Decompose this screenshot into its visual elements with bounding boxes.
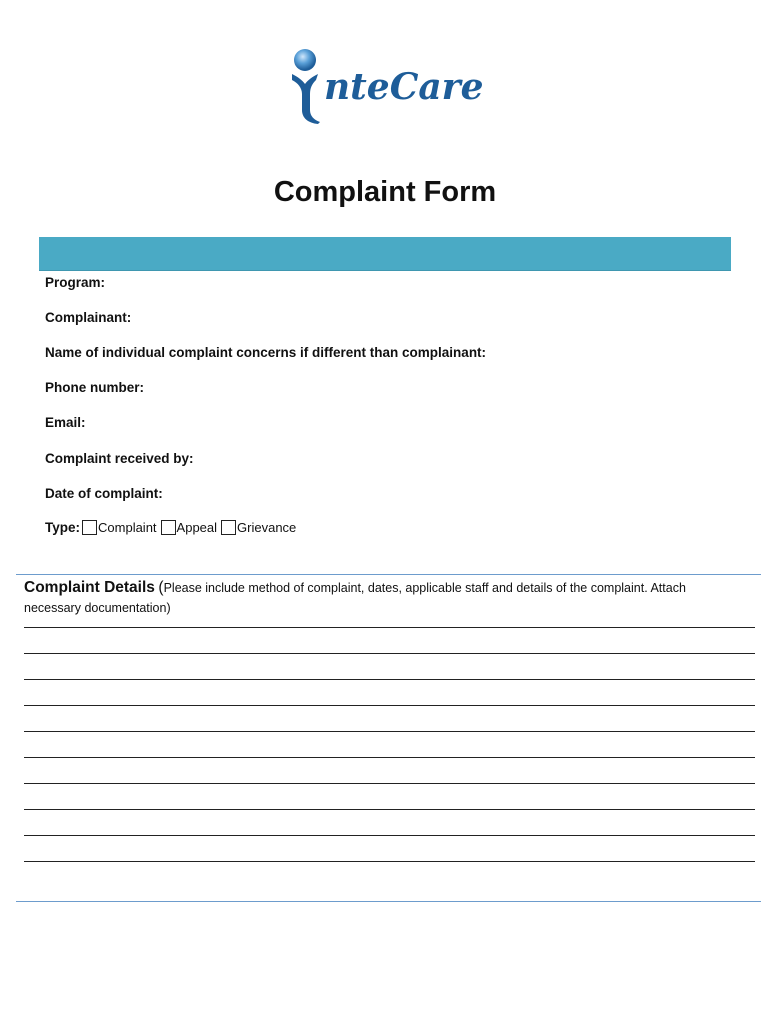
details-writing-line[interactable] [24,783,755,784]
details-title: Complaint Details [24,579,155,596]
details-instructions: Please include method of complaint, dates, applicable staff and details of the complaint. Attach necessary documentation) [24,581,686,615]
intecare-logo [288,44,488,130]
page-title: Complaint Form [273,176,497,208]
complaint-option-label: Complaint [98,520,157,535]
email-label: Email: [45,415,86,430]
details-writing-line[interactable] [24,627,755,628]
grievance-option-label: Grievance [237,520,297,535]
type-option-appeal[interactable] [159,520,219,535]
header-band [39,237,731,270]
section-divider-top [16,574,761,575]
appeal-option-label: Appeal [176,520,218,535]
complaint-checkbox[interactable] [82,520,97,535]
phone-label: Phone number: [45,380,145,395]
type-option-grievance[interactable] [219,520,298,535]
logo-text: nteCare [324,66,484,108]
details-open-paren: ( [158,579,164,596]
type-label: Type: [45,520,81,535]
individual-label: Name of individual complaint concerns if different than complainant: [45,345,487,360]
details-writing-line[interactable] [24,835,755,836]
program-label: Program: [45,275,106,290]
type-option-complaint[interactable] [80,520,159,535]
received-by-label: Complaint received by: [45,451,194,466]
details-writing-line[interactable] [24,653,755,654]
details-writing-line[interactable] [24,705,755,706]
details-writing-line[interactable] [24,861,755,862]
details-writing-line[interactable] [24,731,755,732]
details-writing-line[interactable] [24,679,755,680]
type-row [45,520,298,535]
complaint-details-heading [24,578,744,618]
details-writing-line[interactable] [24,757,755,758]
section-divider-bottom [16,901,761,902]
date-label: Date of complaint: [45,486,163,501]
appeal-checkbox[interactable] [161,520,176,535]
complainant-label: Complainant: [45,310,132,325]
grievance-checkbox[interactable] [221,520,236,535]
details-writing-line[interactable] [24,809,755,810]
